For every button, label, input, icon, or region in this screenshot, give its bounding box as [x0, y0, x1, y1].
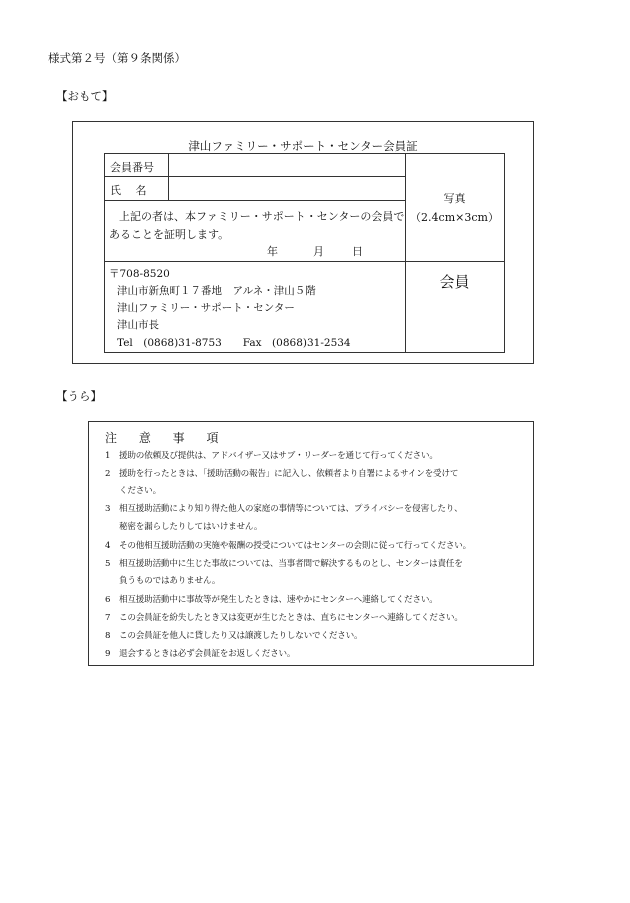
contact-phone-fax: Tel (0868)31-8753 Fax (0868)31-2534	[117, 337, 351, 349]
member-stamp: 会員	[439, 273, 470, 291]
note-continuation: 秘密を漏らしたりしてはいけません。	[119, 522, 263, 532]
form-number: 様式第２号（第９条関係）	[48, 51, 186, 65]
note-text: 相互援助活動により知り得た他人の家庭の事情等については、プライバシーを侵害したり、	[119, 504, 463, 514]
note-number: 1	[105, 451, 111, 461]
date-year: 年	[267, 245, 278, 258]
note-number: 9	[105, 649, 111, 659]
date-day: 日	[352, 245, 363, 258]
note-item	[105, 539, 471, 551]
note-text: 相互援助活動中に生じた事故については、当事者間で解決するものとし、センターは責任を	[119, 559, 463, 569]
date-month: 月	[313, 245, 324, 258]
front-side-label: 【おもて】	[56, 89, 114, 103]
note-number: 5	[105, 559, 111, 569]
note-item	[105, 611, 463, 623]
certification-line-2: あることを証明します。	[109, 228, 230, 241]
note-item	[105, 467, 458, 479]
grid-divider	[105, 176, 405, 177]
member-card-back	[88, 421, 534, 666]
center-name: 津山ファミリー・サポート・センター	[117, 302, 295, 314]
mayor-label: 津山市長	[117, 319, 159, 331]
grid-divider	[168, 154, 169, 200]
note-continuation: 負うものではありません。	[119, 576, 221, 586]
member-card-front	[72, 121, 534, 364]
note-text: この会員証を他人に貸したり又は譲渡したりしないでください。	[119, 631, 363, 641]
note-number: 4	[105, 541, 111, 551]
back-side-label: 【うら】	[56, 389, 102, 403]
member-number-label: 会員番号	[110, 161, 154, 174]
note-item	[105, 502, 463, 514]
note-item	[105, 629, 362, 641]
name-field	[175, 182, 400, 196]
note-text: この会員証を紛失したとき又は変更が生じたときは、直ちにセンターへ連絡してください。	[119, 613, 463, 623]
photo-label: 写真	[443, 192, 466, 205]
note-item	[105, 449, 438, 461]
note-item	[105, 557, 463, 569]
postal-code: 〒708-8520	[109, 268, 170, 280]
card-title: 津山ファミリー・サポート・センター会員証	[188, 139, 418, 153]
name-label: 氏 名	[110, 184, 147, 197]
note-text: 援助を行ったときは、「援助活動の報告」に記入し、依頼者より自署によるサインを受けて	[119, 469, 459, 479]
photo-size: （2.4cm×3cm）	[410, 211, 499, 224]
note-number: 3	[105, 504, 111, 514]
note-number: 6	[105, 595, 111, 605]
note-text: 援助の依頼及び提供は、アドバイザー又はサブ・リーダーを通じて行ってください。	[119, 451, 438, 461]
grid-divider	[105, 200, 405, 201]
grid-divider	[405, 154, 406, 352]
note-text: その他相互援助活動の実施や報酬の授受についてはセンターの会則に従って行ってください。	[119, 541, 472, 551]
note-text: 退会するときは必ず会員証をお返しください。	[119, 649, 296, 659]
street-address: 津山市新魚町１７番地 アルネ・津山５階	[117, 285, 316, 297]
note-number: 7	[105, 613, 111, 623]
note-number: 2	[105, 469, 111, 479]
note-number: 8	[105, 631, 111, 641]
note-item	[105, 593, 438, 605]
card-info-grid	[104, 153, 505, 353]
member-number-field	[175, 159, 400, 173]
certification-line-1: 上記の者は、本ファミリー・サポート・センターの会員で	[119, 210, 405, 223]
notes-title: 注 意 事 項	[105, 431, 228, 445]
note-item	[105, 647, 295, 659]
note-continuation: ください。	[119, 486, 161, 496]
note-text: 相互援助活動中に事故等が発生したときは、速やかにセンターへ連絡してください。	[119, 595, 438, 605]
grid-divider	[105, 261, 504, 262]
